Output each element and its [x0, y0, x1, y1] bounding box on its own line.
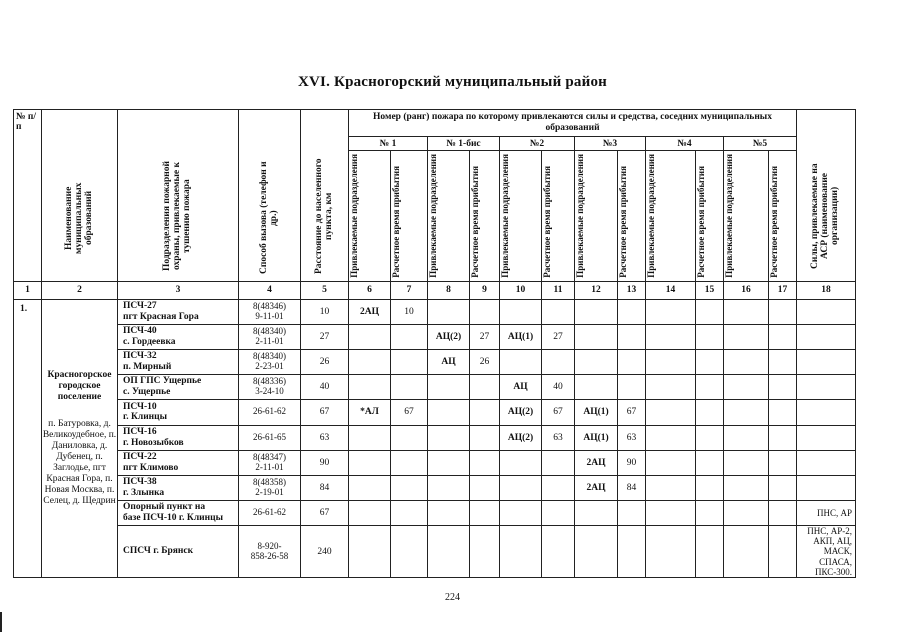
call-method-cell: 8(48340) 2-11-01 [239, 324, 301, 349]
table-row [14, 299, 856, 324]
column-number: 6 [349, 281, 391, 299]
assigned-units-cell [724, 525, 769, 578]
table-row [14, 525, 856, 578]
header-sub-units: Привлекаемые подразделения [500, 151, 542, 282]
arrival-time-cell [618, 324, 646, 349]
assigned-units-cell [428, 525, 470, 578]
assigned-units-cell [500, 500, 542, 525]
column-number: 7 [391, 281, 428, 299]
header-rank-1bis: № 1-бис [428, 137, 500, 151]
arrival-time-cell [391, 500, 428, 525]
column-number: 12 [575, 281, 618, 299]
assigned-units-cell [724, 450, 769, 475]
table-row [14, 399, 856, 425]
arrival-time-cell: 10 [391, 299, 428, 324]
unit-cell: ПСЧ-32 п. Мирный [118, 349, 239, 374]
column-number: 18 [797, 281, 856, 299]
column-number: 17 [769, 281, 797, 299]
column-number: 4 [239, 281, 301, 299]
assigned-units-cell [724, 349, 769, 374]
asr-forces-cell [797, 425, 856, 450]
page-title: XVI. Красногорский муниципальный район [297, 74, 608, 90]
distance-cell: 63 [301, 425, 349, 450]
table-row [14, 324, 856, 349]
table-body [14, 299, 856, 578]
assigned-units-cell: 2АЦ [575, 475, 618, 500]
assigned-units-cell [575, 525, 618, 578]
header-sub-units: Привлекаемые подразделения [646, 151, 696, 282]
arrival-time-cell [696, 299, 724, 324]
unit-cell: ПСЧ-27 пгт Красная Гора [118, 299, 239, 324]
assigned-units-cell [349, 475, 391, 500]
asr-forces-cell [797, 374, 856, 399]
header-municipality: Наименование муниципальных образований [42, 110, 118, 282]
assigned-units-cell [428, 374, 470, 399]
column-number: 14 [646, 281, 696, 299]
assigned-units-cell [724, 374, 769, 399]
call-method-cell: 26-61-65 [239, 425, 301, 450]
arrival-time-cell [769, 349, 797, 374]
arrival-time-cell [769, 374, 797, 399]
assigned-units-cell [349, 374, 391, 399]
arrival-time-cell [470, 500, 500, 525]
arrival-time-cell [470, 475, 500, 500]
assigned-units-cell: 2АЦ [349, 299, 391, 324]
column-number: 9 [470, 281, 500, 299]
header-rank-1: № 1 [349, 137, 428, 151]
header-sub-time: Расчетное время прибытия [391, 151, 428, 282]
arrival-time-cell [542, 299, 575, 324]
call-method-cell: 8(48346) 9-11-01 [239, 299, 301, 324]
call-method-cell: 8(48347) 2-11-01 [239, 450, 301, 475]
arrival-time-cell: 84 [618, 475, 646, 500]
unit-cell: Опорный пункт на базе ПСЧ-10 г. Клинцы [118, 500, 239, 525]
header-distance: Расстояние до населенного пункта, км [301, 110, 349, 282]
table-row [14, 425, 856, 450]
assigned-units-cell [646, 299, 696, 324]
assigned-units-cell [500, 475, 542, 500]
arrival-time-cell [769, 324, 797, 349]
asr-forces-cell [797, 324, 856, 349]
header-sub-units: Привлекаемые подразделения [349, 151, 391, 282]
assigned-units-cell [500, 349, 542, 374]
assigned-units-cell [349, 324, 391, 349]
header-rank-2: №2 [500, 137, 575, 151]
arrival-time-cell [542, 450, 575, 475]
arrival-time-cell [769, 500, 797, 525]
header-sub-time: Расчетное время прибытия [769, 151, 797, 282]
call-method-cell: 8-920- 858-26-58 [239, 525, 301, 578]
asr-forces-cell: ПНС, АР-2, АКП, АЦ, МАСК, СПАСА, ПКС-300. [797, 525, 856, 578]
column-number: 16 [724, 281, 769, 299]
assigned-units-cell [646, 349, 696, 374]
unit-cell: СПСЧ г. Брянск [118, 525, 239, 578]
assigned-units-cell [575, 349, 618, 374]
call-method-cell: 8(48340) 2-23-01 [239, 349, 301, 374]
assigned-units-cell: АЦ(1) [575, 399, 618, 425]
distance-cell: 40 [301, 374, 349, 399]
assigned-units-cell [646, 324, 696, 349]
call-method-cell: 26-61-62 [239, 500, 301, 525]
arrival-time-cell [391, 525, 428, 578]
header-asr: Силы, привлекаемые на АСР (наименование организации) [797, 110, 856, 282]
header-sub-time: Расчетное время прибытия [470, 151, 500, 282]
fire-resources-table [13, 109, 856, 578]
assigned-units-cell [428, 399, 470, 425]
arrival-time-cell [696, 525, 724, 578]
asr-forces-cell [797, 299, 856, 324]
arrival-time-cell [470, 525, 500, 578]
arrival-time-cell [470, 425, 500, 450]
assigned-units-cell [575, 324, 618, 349]
column-number: 2 [42, 281, 118, 299]
call-method-cell: 8(48358) 2-19-01 [239, 475, 301, 500]
table-row [14, 374, 856, 399]
assigned-units-cell [646, 450, 696, 475]
distance-cell: 84 [301, 475, 349, 500]
assigned-units-cell: АЦ(2) [500, 425, 542, 450]
arrival-time-cell [542, 349, 575, 374]
assigned-units-cell [724, 324, 769, 349]
header-sub-units: Привлекаемые подразделения [724, 151, 769, 282]
arrival-time-cell [696, 399, 724, 425]
arrival-time-cell [470, 374, 500, 399]
unit-cell: ПСЧ-10 г. Клинцы [118, 399, 239, 425]
header-rank-3: №3 [575, 137, 646, 151]
arrival-time-cell: 63 [618, 425, 646, 450]
table-row [14, 450, 856, 475]
arrival-time-cell: 67 [542, 399, 575, 425]
arrival-time-cell: 63 [542, 425, 575, 450]
arrival-time-cell [769, 399, 797, 425]
row-number: 1. [14, 299, 42, 578]
call-method-cell: 26-61-62 [239, 399, 301, 425]
arrival-time-cell: 67 [618, 399, 646, 425]
distance-cell: 27 [301, 324, 349, 349]
arrival-time-cell [618, 299, 646, 324]
assigned-units-cell [349, 425, 391, 450]
assigned-units-cell [428, 299, 470, 324]
arrival-time-cell [391, 475, 428, 500]
arrival-time-cell [391, 425, 428, 450]
asr-forces-cell [797, 399, 856, 425]
assigned-units-cell [500, 525, 542, 578]
column-number: 1 [14, 281, 42, 299]
column-number: 8 [428, 281, 470, 299]
assigned-units-cell [428, 450, 470, 475]
arrival-time-cell [391, 450, 428, 475]
arrival-time-cell [696, 500, 724, 525]
assigned-units-cell [724, 500, 769, 525]
distance-cell: 10 [301, 299, 349, 324]
arrival-time-cell [618, 374, 646, 399]
column-number: 13 [618, 281, 646, 299]
assigned-units-cell: АЦ(1) [500, 324, 542, 349]
unit-cell: ПСЧ-16 г. Новозыбков [118, 425, 239, 450]
header-rank-5: №5 [724, 137, 797, 151]
assigned-units-cell [724, 425, 769, 450]
municipality-name: Красногорское городское поселение [47, 370, 112, 403]
header-rank-4: №4 [646, 137, 724, 151]
arrival-time-cell [618, 500, 646, 525]
assigned-units-cell [724, 475, 769, 500]
distance-cell: 240 [301, 525, 349, 578]
assigned-units-cell [428, 425, 470, 450]
assigned-units-cell [349, 500, 391, 525]
assigned-units-cell: АЦ [500, 374, 542, 399]
asr-forces-cell [797, 349, 856, 374]
header-rank-group: Номер (ранг) пожара по которому привлекаются силы и средства, соседних муниципальных образований [349, 110, 797, 137]
arrival-time-cell: 27 [470, 324, 500, 349]
assigned-units-cell [646, 399, 696, 425]
assigned-units-cell [724, 399, 769, 425]
arrival-time-cell [542, 500, 575, 525]
arrival-time-cell [391, 374, 428, 399]
asr-forces-cell: ПНС, АР [797, 500, 856, 525]
header-sub-time: Расчетное время прибытия [542, 151, 575, 282]
arrival-time-cell [696, 349, 724, 374]
assigned-units-cell [646, 525, 696, 578]
assigned-units-cell: 2АЦ [575, 450, 618, 475]
asr-forces-cell [797, 450, 856, 475]
assigned-units-cell [646, 475, 696, 500]
call-method-cell: 8(48336) 3-24-10 [239, 374, 301, 399]
unit-cell: ПСЧ-40 с. Гордеевка [118, 324, 239, 349]
assigned-units-cell [428, 475, 470, 500]
arrival-time-cell [769, 425, 797, 450]
table-row [14, 475, 856, 500]
column-number: 5 [301, 281, 349, 299]
column-number: 11 [542, 281, 575, 299]
assigned-units-cell [500, 450, 542, 475]
assigned-units-cell [575, 299, 618, 324]
arrival-time-cell [470, 450, 500, 475]
arrival-time-cell [696, 374, 724, 399]
assigned-units-cell: АЦ(2) [428, 324, 470, 349]
unit-cell: ПСЧ-38 г. Злынка [118, 475, 239, 500]
header-sub-time: Расчетное время прибытия [618, 151, 646, 282]
unit-cell: ОП ГПС Ущерпье с. Ущерпье [118, 374, 239, 399]
arrival-time-cell [769, 525, 797, 578]
arrival-time-cell: 90 [618, 450, 646, 475]
assigned-units-cell [575, 374, 618, 399]
header-units: Подразделения пожарной охраны, привлекаемые к тушению пожара [118, 110, 239, 282]
distance-cell: 67 [301, 500, 349, 525]
column-number: 15 [696, 281, 724, 299]
header-sub-units: Привлекаемые подразделения [575, 151, 618, 282]
assigned-units-cell: АЦ [428, 349, 470, 374]
municipality-settlements: п. Батуровка, д. Великоудебное, п. Даниловка, д. Дубенец, п. Заглодье, пгт Красная Гора, п. Новая Москва, п. Селец, д. Щедрин [42, 419, 117, 506]
header-call-method: Способ вызова (телефон и др.) [239, 110, 301, 282]
page-number: 224 [445, 592, 460, 603]
column-number: 10 [500, 281, 542, 299]
distance-cell: 90 [301, 450, 349, 475]
arrival-time-cell [696, 450, 724, 475]
arrival-time-cell [769, 475, 797, 500]
assigned-units-cell [349, 349, 391, 374]
assigned-units-cell: АЦ(1) [575, 425, 618, 450]
arrival-time-cell [696, 324, 724, 349]
table-row [14, 349, 856, 374]
assigned-units-cell [349, 525, 391, 578]
arrival-time-cell [470, 399, 500, 425]
arrival-time-cell [618, 525, 646, 578]
arrival-time-cell [470, 299, 500, 324]
assigned-units-cell: АЦ(2) [500, 399, 542, 425]
arrival-time-cell [391, 324, 428, 349]
arrival-time-cell [769, 299, 797, 324]
assigned-units-cell: *АЛ [349, 399, 391, 425]
asr-forces-cell [797, 475, 856, 500]
assigned-units-cell [646, 500, 696, 525]
assigned-units-cell [646, 425, 696, 450]
table-row [14, 500, 856, 525]
arrival-time-cell [618, 349, 646, 374]
arrival-time-cell: 67 [391, 399, 428, 425]
scan-edge-mark [0, 612, 2, 632]
assigned-units-cell [575, 500, 618, 525]
arrival-time-cell [542, 475, 575, 500]
assigned-units-cell [500, 299, 542, 324]
municipality-cell [42, 299, 118, 578]
assigned-units-cell [428, 500, 470, 525]
arrival-time-cell: 27 [542, 324, 575, 349]
arrival-time-cell [769, 450, 797, 475]
arrival-time-cell: 26 [470, 349, 500, 374]
distance-cell: 67 [301, 399, 349, 425]
arrival-time-cell [696, 425, 724, 450]
header-sub-units: Привлекаемые подразделения [428, 151, 470, 282]
assigned-units-cell [349, 450, 391, 475]
unit-cell: ПСЧ-22 пгт Климово [118, 450, 239, 475]
assigned-units-cell [724, 299, 769, 324]
arrival-time-cell [542, 525, 575, 578]
assigned-units-cell [646, 374, 696, 399]
arrival-time-cell [696, 475, 724, 500]
arrival-time-cell: 40 [542, 374, 575, 399]
column-number: 3 [118, 281, 239, 299]
distance-cell: 26 [301, 349, 349, 374]
arrival-time-cell [391, 349, 428, 374]
header-num: № п/п [14, 110, 42, 282]
header-sub-time: Расчетное время прибытия [696, 151, 724, 282]
